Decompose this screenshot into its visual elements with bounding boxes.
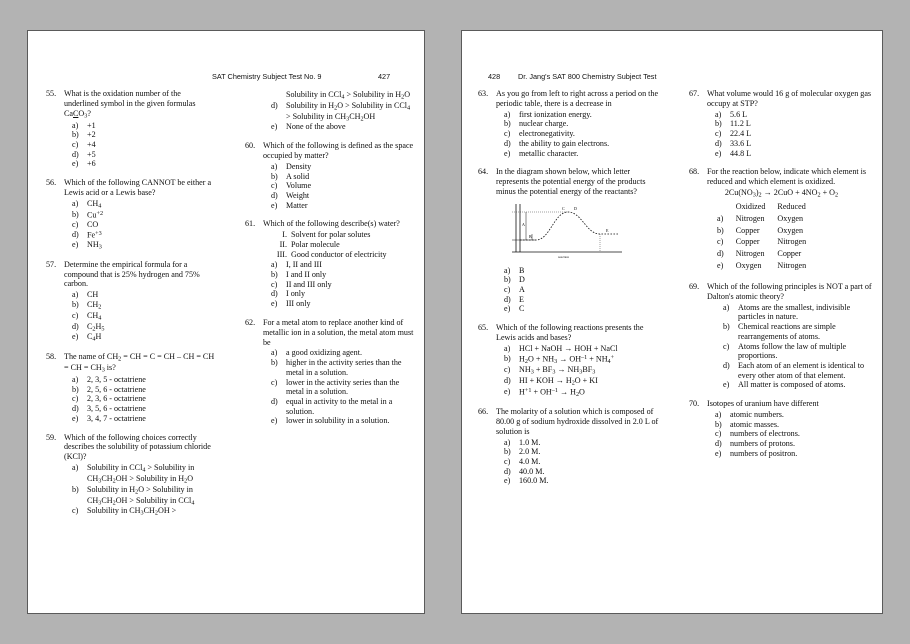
choice-a[interactable]: a) HCl + NaOH → HOH + NaCl (504, 343, 618, 353)
choice-b[interactable]: b) 2, 5, 6 - octatriene (72, 384, 146, 394)
question-text: Isotopes of uranium have different (707, 399, 819, 409)
question-68 (689, 167, 874, 273)
choice-a[interactable]: a) +1 (72, 120, 96, 130)
roman-item-3: III. Good conductor of electricity (276, 249, 387, 259)
question-70 (689, 399, 874, 458)
question-55 (46, 89, 215, 169)
left-page (27, 30, 425, 614)
choice-e[interactable]: e) 44.8 L (715, 148, 752, 158)
choice-e[interactable]: e) $NH_3$ (72, 239, 102, 251)
choice-list (245, 162, 414, 211)
question-62 (245, 318, 414, 426)
question-text: Which of the following CANNOT be either a Lewis acid or a Lewis base? (64, 178, 212, 198)
question-number: 69. (689, 282, 700, 292)
question-number: 55. (46, 89, 57, 98)
choice-c[interactable]: c) numbers of electrons. (715, 429, 800, 439)
question-text: Which of the following reactions presents the Lewis acids and bases? (496, 323, 644, 343)
question-57 (46, 260, 215, 343)
roman-item-2: II. Polar molecule (279, 239, 340, 249)
choice-list (46, 463, 215, 517)
table-header-row (717, 202, 816, 212)
question-text: For a metal atom to replace another kind of metallic ion in a solution, the metal atom must be (263, 317, 414, 347)
question-text: What is the oxidation number of the underlined symbol in the given formulas CaCO$_3$? (64, 89, 196, 120)
roman-list (245, 230, 414, 259)
question-text: In the diagram shown below, which letter represents the potential energy of the products minus the potential energy of the reactants? (496, 167, 646, 196)
choice-list (245, 348, 414, 426)
choice-d[interactable]: d) the ability to gain electrons. (504, 138, 610, 148)
right-page (461, 30, 883, 614)
choice-list (478, 110, 663, 159)
choice-b[interactable]: b) $CH_2$ (72, 300, 102, 311)
choice-d[interactable]: d) 3, 5, 6 - octatriene (72, 404, 146, 414)
table-row[interactable]: d) Nitrogen Copper (717, 249, 802, 259)
choice-e[interactable]: e) +6 (72, 159, 96, 169)
choice-b[interactable]: b) Chemical reactions are simple rearrangements of atoms. (723, 322, 836, 341)
svg-text:C: C (562, 205, 565, 211)
question-number: 63. (478, 89, 489, 98)
choice-c[interactable]: c) $NH_3 + BF_3 \to NH_3BF_3$ (504, 365, 596, 376)
choice-a[interactable]: a) 5.6 L (715, 109, 748, 119)
choice-b[interactable]: b) $Cu^{+2}$ (72, 209, 104, 220)
choice-list (245, 260, 414, 309)
choice-b[interactable]: b) $H_2O + NH_3 \to OH^{-1} + NH_4^+$ (504, 353, 615, 365)
choice-d[interactable]: d) Solubility in $H_2O$ > Solubility in CCl$_4$ > Solubility in $CH_3CH_2OH$ (271, 100, 411, 122)
choice-c[interactable]: c) Atoms follow the law of multiple proportions. (723, 341, 847, 361)
choice-list (478, 266, 663, 315)
choice-list-continued (245, 90, 414, 132)
choice-a[interactable]: a) a good oxidizing agent. (271, 348, 362, 358)
question-number: 61. (245, 219, 256, 229)
reaction-equation: $2Cu(NO_3)_2 \to 2CuO + 4NO_2 + O_2$ (724, 187, 839, 199)
choice-a[interactable]: a) $CH_4$ (72, 198, 102, 210)
choice-a[interactable]: a) Atoms are the smallest, indivisible particles in nature. (723, 302, 851, 322)
question-59 (46, 433, 215, 518)
choice-d[interactable]: d) +5 (72, 149, 96, 159)
choice-c[interactable]: c) A (504, 285, 525, 295)
svg-text:D: D (574, 205, 577, 211)
choice-a[interactable]: a) atomic numbers. (715, 409, 784, 419)
choice-d[interactable]: d) Each atom of an element is identical to every other atom of that element. (723, 360, 865, 380)
choice-c[interactable]: c) 4.0 M. (504, 456, 541, 466)
choice-d[interactable]: d) equal in activity to the metal in a solution. (271, 396, 393, 416)
question-56 (46, 178, 215, 251)
choice-d[interactable]: d) $Fe^{+3}$ (72, 229, 102, 240)
choice-c[interactable]: c) $CH_4$ (72, 310, 102, 322)
question-number: 68. (689, 167, 700, 177)
svg-text:reaction: reaction (558, 254, 569, 259)
choice-d[interactable]: d) 33.6 L (715, 138, 752, 148)
left-page-columns (28, 89, 426, 526)
choice-d[interactable]: d) HI + KOH → $H_2O$ + KI (504, 375, 598, 387)
svg-text:A: A (522, 221, 525, 227)
question-text: Which of the following choices correctly describes the solubility of potassium chloride (KCl)? (64, 432, 211, 462)
left-page-column-1 (28, 89, 227, 526)
choice-e[interactable]: e) $H^{+1} + OH^{-1} \to H_2O$ (504, 386, 585, 398)
choice-e[interactable]: e) All matter is composed of atoms. (723, 380, 846, 390)
question-65 (478, 323, 663, 398)
question-63 (478, 89, 663, 158)
choice-e[interactable]: e) lower in solubility in a solution. (271, 416, 390, 426)
choice-b[interactable]: b) 2.0 M. (504, 447, 541, 457)
choice-a[interactable]: a) Density (271, 161, 312, 171)
choice-c[interactable]: c) electronegativity. (504, 129, 575, 139)
choice-list (689, 410, 874, 459)
question-number: 62. (245, 317, 256, 327)
choice-list (689, 110, 874, 159)
left-page-header-title: SAT Chemistry Subject Test No. 9 (212, 72, 322, 81)
question-number: 70. (689, 399, 700, 409)
choice-c[interactable]: c) Solubility in $CH_3CH_2OH$ > (72, 506, 177, 517)
col-header-reduced: Reduced (777, 201, 806, 211)
table-row[interactable]: b) Copper Oxygen (717, 225, 804, 235)
roman-item-1: I. Solvent for polar solutes (282, 230, 371, 240)
question-text: The molarity of a solution which is composed of 80.00 g of sodium hydroxide dissolved in 2.0 L of solution is (496, 406, 659, 436)
choice-e[interactable]: e) None of the above (271, 122, 346, 132)
choice-a[interactable]: a) CH (72, 290, 99, 300)
question-64 (478, 167, 663, 314)
choice-c[interactable]: c) 2, 3, 6 - octatriene (72, 394, 146, 404)
right-page-header-number: 428 (488, 72, 501, 81)
left-page-header-number: 427 (378, 72, 391, 81)
choice-c[interactable]: c) II and III only (271, 279, 332, 289)
choice-list (46, 199, 215, 251)
question-text: As you go from left to right across a period on the periodic table, there is a decrease in (496, 89, 659, 108)
choice-e[interactable]: e) Matter (271, 200, 308, 210)
col-header-oxidized: Oxidized (735, 201, 766, 211)
right-page-column-1 (462, 89, 673, 495)
question-66 (478, 407, 663, 486)
question-text: For the reaction below, indicate which element is reduced and which element is oxidized. (707, 167, 867, 187)
choice-a[interactable]: a) B (504, 265, 525, 275)
choice-c[interactable]: c) lower in the activity series than the metal in a solution. (271, 377, 400, 397)
svg-text:E: E (606, 227, 609, 233)
question-number: 65. (478, 323, 489, 333)
choice-e[interactable]: e) $C_4H$ (72, 332, 102, 343)
choice-c[interactable]: c) CO (72, 219, 99, 229)
choice-list (46, 375, 215, 424)
question-number: 58. (46, 352, 57, 362)
question-text: Which of the following is defined as the space occupied by matter? (263, 141, 414, 160)
question-67 (689, 89, 874, 158)
choice-d[interactable]: d) E (504, 294, 524, 304)
left-page-column-2 (227, 89, 426, 526)
question-59-continued (245, 90, 414, 132)
potential-energy-diagram (502, 200, 626, 260)
oxidized-reduced-table (715, 200, 818, 273)
choice-list (46, 121, 215, 170)
choice-b[interactable]: b) +2 (72, 130, 96, 140)
choice-list (689, 303, 874, 390)
question-number: 59. (46, 432, 57, 442)
question-number: 64. (478, 167, 489, 177)
question-text: Which of the following principles is NOT a part of Dalton's atomic theory? (707, 282, 872, 301)
choice-list (478, 344, 663, 398)
choice-c[interactable]: c) 22.4 L (715, 129, 752, 139)
choice-b[interactable]: b) A solid (271, 171, 310, 181)
table-row[interactable]: e) Oxygen Nitrogen (717, 261, 807, 271)
choice-b[interactable]: b) atomic masses. (715, 419, 780, 429)
question-text: The name of $CH_2$ = CH = C = CH – CH = CH = CH = $CH_3$ is? (64, 352, 215, 374)
question-61 (245, 219, 414, 308)
table-row[interactable]: a) Nitrogen Oxygen (717, 213, 804, 223)
choice-list (478, 438, 663, 487)
choice-d[interactable]: d) I only (271, 289, 306, 299)
question-text: Determine the empirical formula for a compound that is 25% hydrogen and 75% carbon. (64, 259, 200, 289)
choice-e[interactable]: e) metallic character. (504, 148, 579, 158)
question-text: Which of the following describe(s) water? (263, 219, 400, 229)
choice-c[interactable]: c) +4 (72, 140, 96, 150)
choice-c[interactable]: c) Volume (271, 181, 312, 191)
question-number: 67. (689, 89, 700, 98)
question-text: What volume would 16 g of molecular oxygen gas occupy at STP? (707, 89, 872, 108)
choice-b[interactable]: b) I and II only (271, 270, 327, 279)
choice-e[interactable]: e) 3, 4, 7 - octatriene (72, 413, 146, 423)
question-number: 56. (46, 178, 57, 188)
right-page-header-title: Dr. Jang's SAT 800 Chemistry Subject Test (518, 72, 657, 81)
choice-d[interactable]: d) 40.0 M. (504, 466, 545, 476)
choice-d[interactable]: d) $C_2H_5$ (72, 321, 105, 332)
choice-b[interactable]: b) 11.2 L (715, 119, 751, 129)
choice-b[interactable]: b) higher in the activity series than the metal in a solution. (271, 358, 402, 377)
table-row[interactable]: c) Copper Nitrogen (717, 237, 807, 247)
choice-e[interactable]: e) C (504, 304, 525, 314)
choice-e[interactable]: e) III only (271, 299, 311, 309)
choice-a[interactable]: a) first ionization energy. (504, 109, 592, 119)
choice-b[interactable]: b) nuclear charge. (504, 119, 569, 129)
choice-b[interactable]: b) D (504, 275, 525, 285)
choice-a[interactable]: a) 1.0 M. (504, 437, 541, 447)
question-60 (245, 141, 414, 210)
choice-c-continued: Solubility in CCl$_4$ > Solubility in $H_2O$ (286, 90, 411, 101)
choice-a[interactable]: a) I, II and III (271, 260, 322, 270)
right-page-column-2 (673, 89, 884, 495)
svg-text:B: B (529, 233, 532, 239)
choice-a[interactable]: a) 2, 3, 5 - octatriene (72, 375, 146, 385)
choice-b[interactable]: b) Solubility in $H_2O$ > Solubility in $CH_3CH_2OH$ > Solubility in CCl$_4$ (72, 484, 195, 506)
choice-e[interactable]: e) numbers of positron. (715, 448, 798, 458)
choice-a[interactable]: a) Solubility in CCl$_4$ > Solubility in $CH_3CH_2OH$ > Solubility in $H_2O$ (72, 463, 195, 485)
question-69 (689, 282, 874, 390)
question-number: 60. (245, 141, 256, 151)
choice-d[interactable]: d) Weight (271, 190, 310, 200)
question-58 (46, 352, 215, 423)
question-number: 66. (478, 406, 489, 416)
choice-list (46, 290, 215, 343)
question-number: 57. (46, 259, 57, 269)
right-page-columns (462, 89, 884, 495)
choice-d[interactable]: d) numbers of protons. (715, 439, 795, 449)
choice-e[interactable]: e) 160.0 M. (504, 476, 549, 486)
